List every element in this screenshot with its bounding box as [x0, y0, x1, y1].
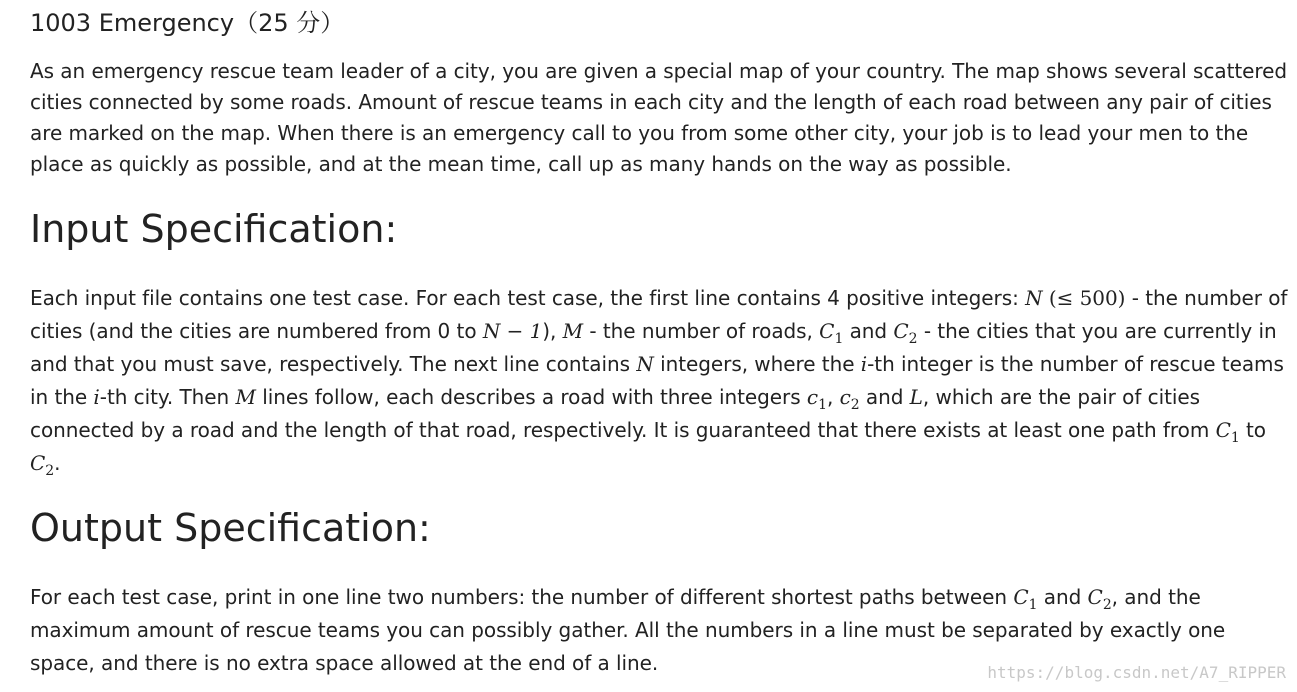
- input-specification-text: Each input file contains one test case. For each test case, the first line contains 4 positive integers: N (≤ 500) - the number of cities (and the cities are numbered from 0 to N − 1), M - the number of roads, $C_1$ and $C_2$ - the cities that you are currently in and that you must save, respectively. The next line contains N integers, where the i-th integer is the number of rescue teams in the i-th city. Then M lines follow, each describes a road with three integers $c_1$, $c_2$ and L, which are the pair of cities connected by a road and the length of that road, respectively. It is guaranteed that there exists at least one path from $C_1$ to $C_2$.: [30, 286, 1288, 479]
- output-specification-heading: Output Specification:: [30, 506, 431, 550]
- problem-description: As an emergency rescue team leader of a city, you are given a special map of your country. The map shows several scattered cities connected by some roads. Amount of rescue teams in each city and the length of each road between any pair of cities are marked on the map. When there is an emergency call to you from some other city, your job is to lead your men to the place as quickly as possible, and at the mean time, call up as many hands on the way as possible.: [30, 59, 1288, 176]
- output-specification-text: For each test case, print in one line two numbers: the number of different shortest paths between $C_1$ and $C_2$, and the maximum amount of rescue teams you can possibly gather. All the numbers in a line must be separated by exactly one space, and there is no extra space allowed at the end of a line.: [30, 585, 1226, 675]
- input-specification-heading: Input Specification:: [30, 207, 398, 251]
- problem-title: 1003 Emergency（25 分）: [30, 9, 345, 37]
- watermark-url: https://blog.csdn.net/A7_RIPPER: [987, 663, 1286, 682]
